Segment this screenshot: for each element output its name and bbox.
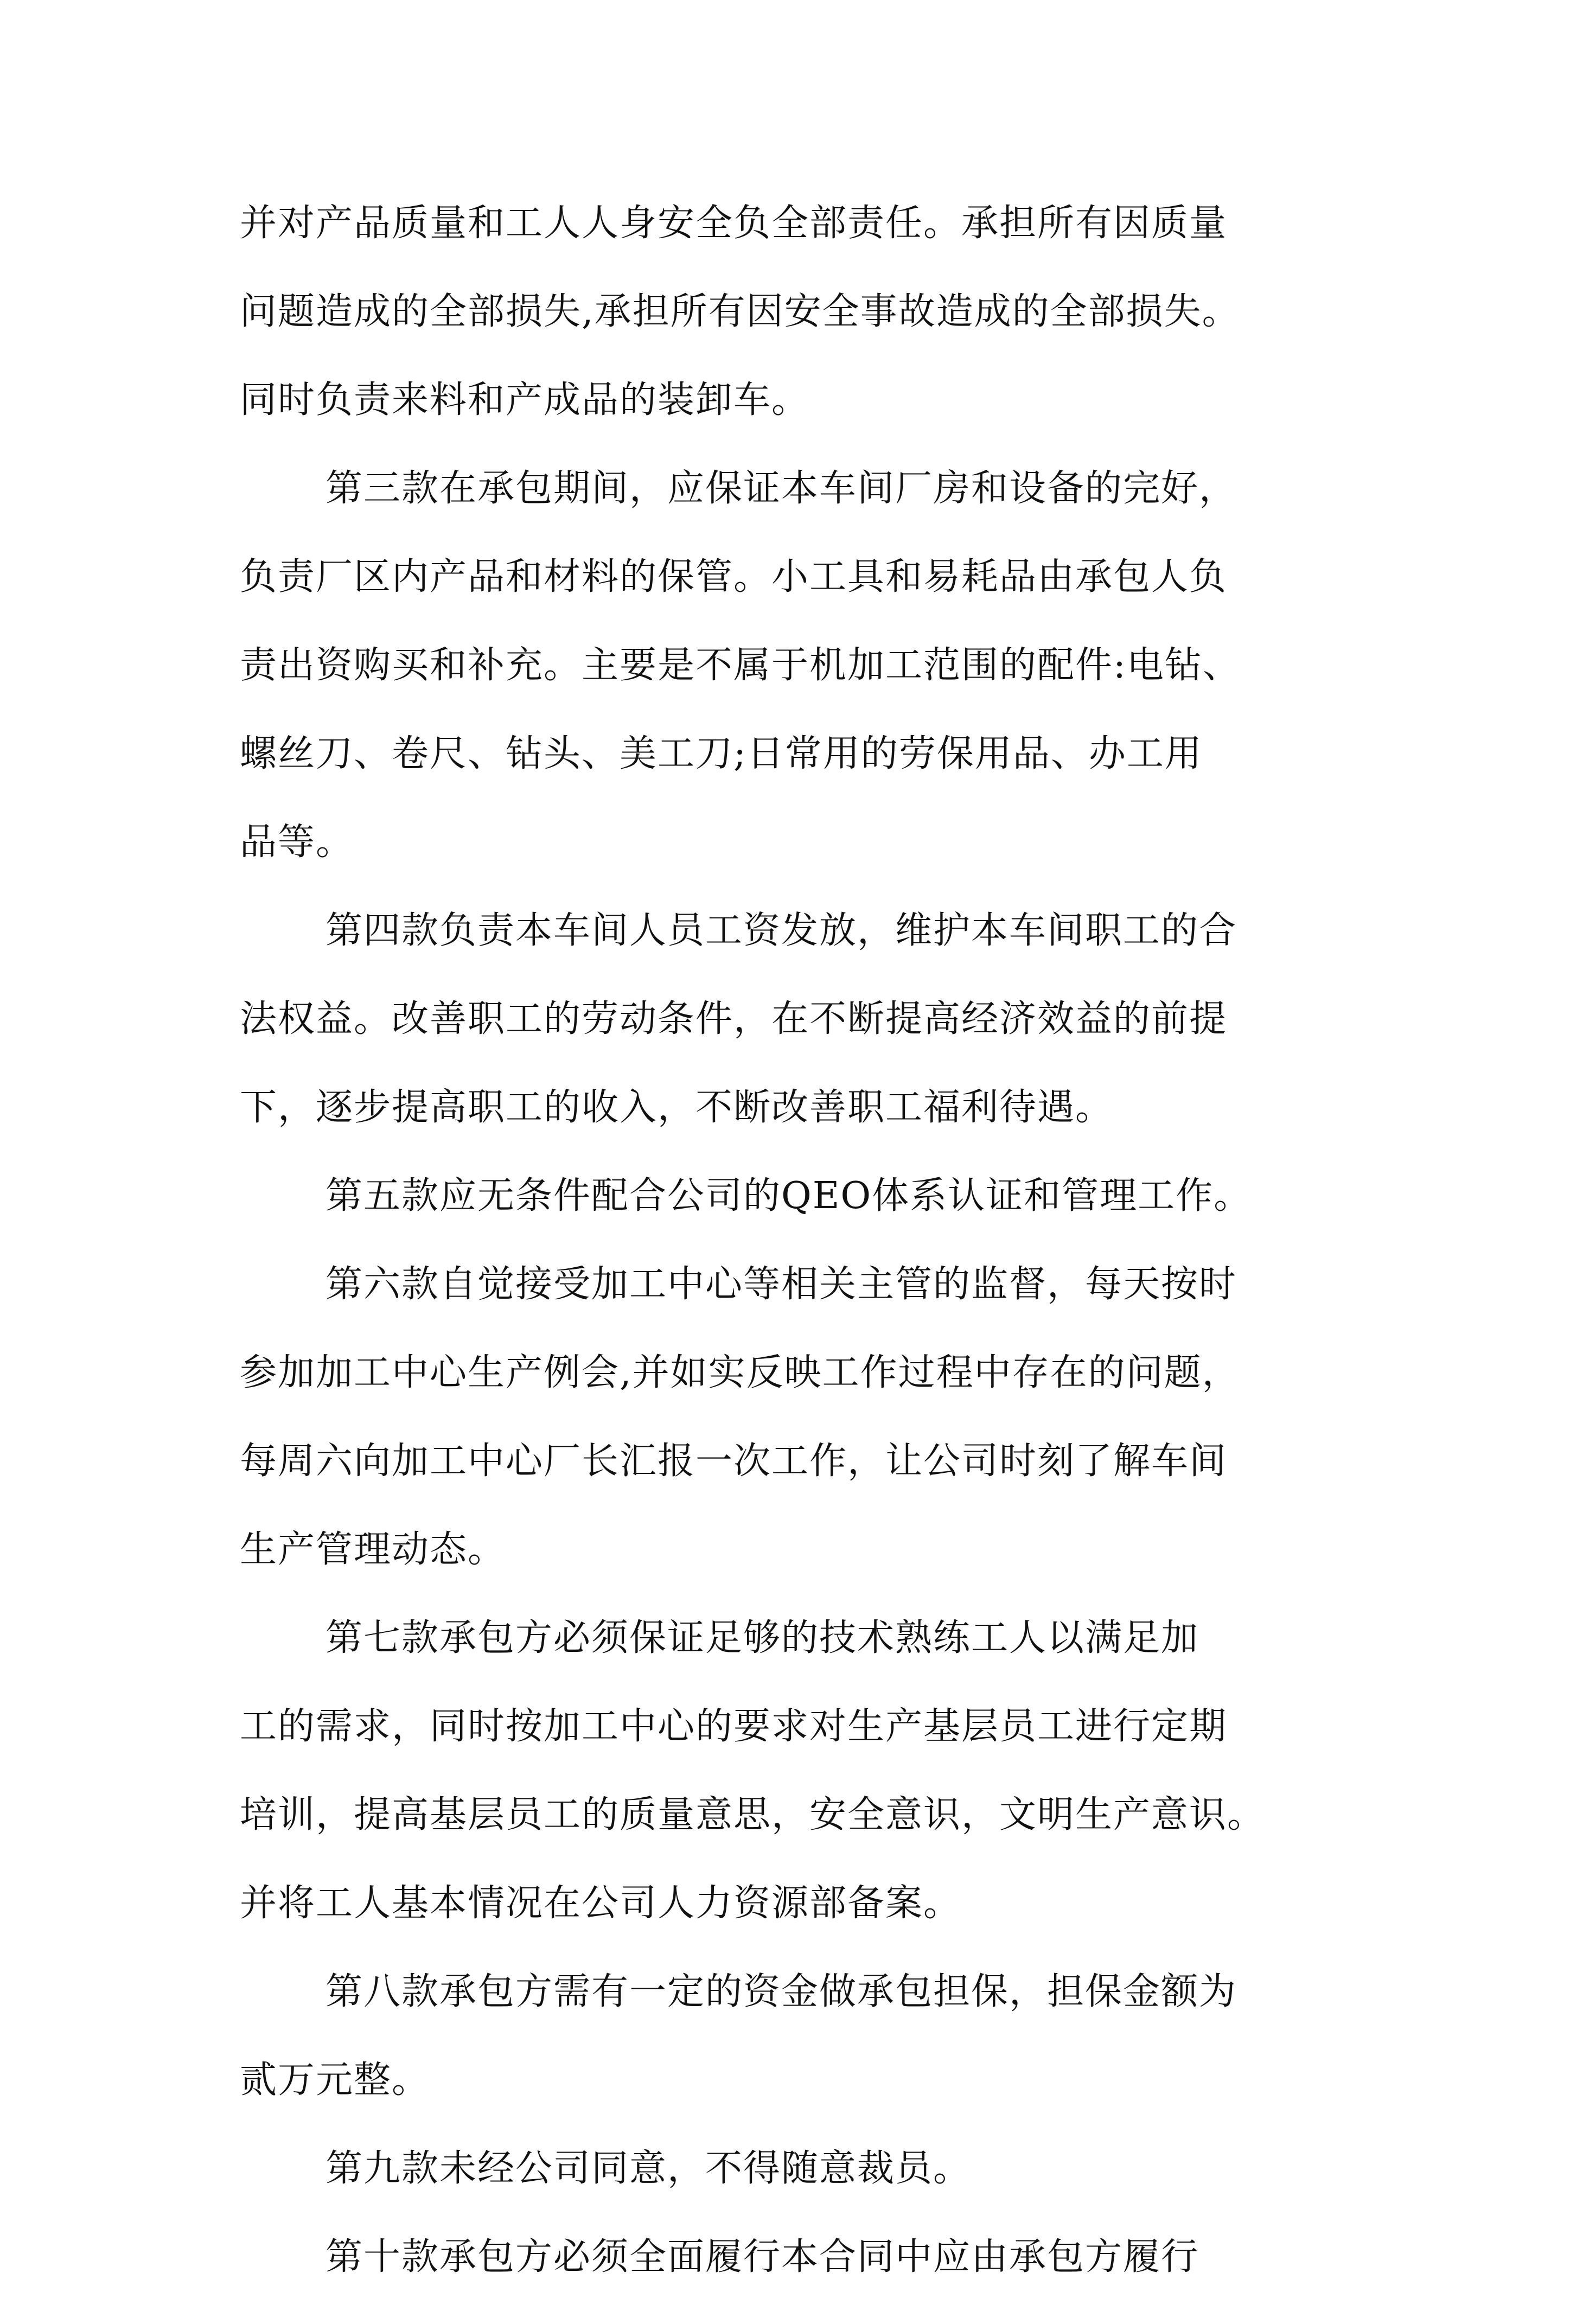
text-line: 生产管理动态。: [240, 1528, 506, 1571]
text-line: 参加加工中心生产例会,并如实反映工作过程中存在的问题，: [240, 1351, 1240, 1394]
text-line: 品等。: [240, 821, 354, 864]
document-body: [240, 202, 1346, 2324]
text-line: 同时负责来料和产成品的装卸车。: [240, 379, 810, 422]
clause-4-start: 第四款负责本车间人员工资发放，维护本车间职工的合: [326, 909, 1237, 952]
text-line: 法权益。改善职工的劳动条件，在不断提高经济效益的前提: [240, 998, 1228, 1040]
text-line: 负责厂区内产品和材料的保管。小工具和易耗品由承包人负: [240, 556, 1228, 598]
clause-3-start: 第三款在承包期间，应保证本车间厂房和设备的完好，: [326, 467, 1237, 510]
text-line: 下，逐步提高职工的收入，不断改善职工福利待遇。: [240, 1086, 1114, 1129]
text-line: 螺丝刀、卷尺、钻头、美工刀;日常用的劳保用品、办工用: [240, 732, 1203, 775]
text-line: 问题造成的全部损失,承担所有因安全事故造成的全部损失。: [240, 290, 1240, 333]
clause-10-start: 第十款承包方必须全面履行本合同中应由承包方履行: [326, 2236, 1199, 2278]
text-line: 每周六向加工中心厂长汇报一次工作，让公司时刻了解车间: [240, 1440, 1228, 1483]
text-line: 并将工人基本情况在公司人力资源部备案。: [240, 1882, 962, 1925]
clause-6-start: 第六款自觉接受加工中心等相关主管的监督，每天按时: [326, 1263, 1237, 1306]
text-line: 责出资购买和补充。主要是不属于机加工范围的配件:电钻、: [240, 644, 1241, 687]
text-line: 工的需求，同时按加工中心的要求对生产基层员工进行定期: [240, 1705, 1228, 1748]
clause-7-start: 第七款承包方必须保证足够的技术熟练工人以满足加: [326, 1617, 1199, 1659]
clause-5: 第五款应无条件配合公司的QEO体系认证和管理工作。: [326, 1174, 1252, 1217]
clause-8-start: 第八款承包方需有一定的资金做承包担保，担保金额为: [326, 1970, 1237, 2013]
text-line: 贰万元整。: [240, 2059, 430, 2102]
clause-9: 第九款未经公司同意，不得随意裁员。: [326, 2147, 972, 2190]
text-line: 并对产品质量和工人人身安全负全部责任。承担所有因质量: [240, 202, 1228, 245]
text-line: 培训，提高基层员工的质量意思，安全意识，文明生产意识。: [240, 1793, 1266, 1836]
